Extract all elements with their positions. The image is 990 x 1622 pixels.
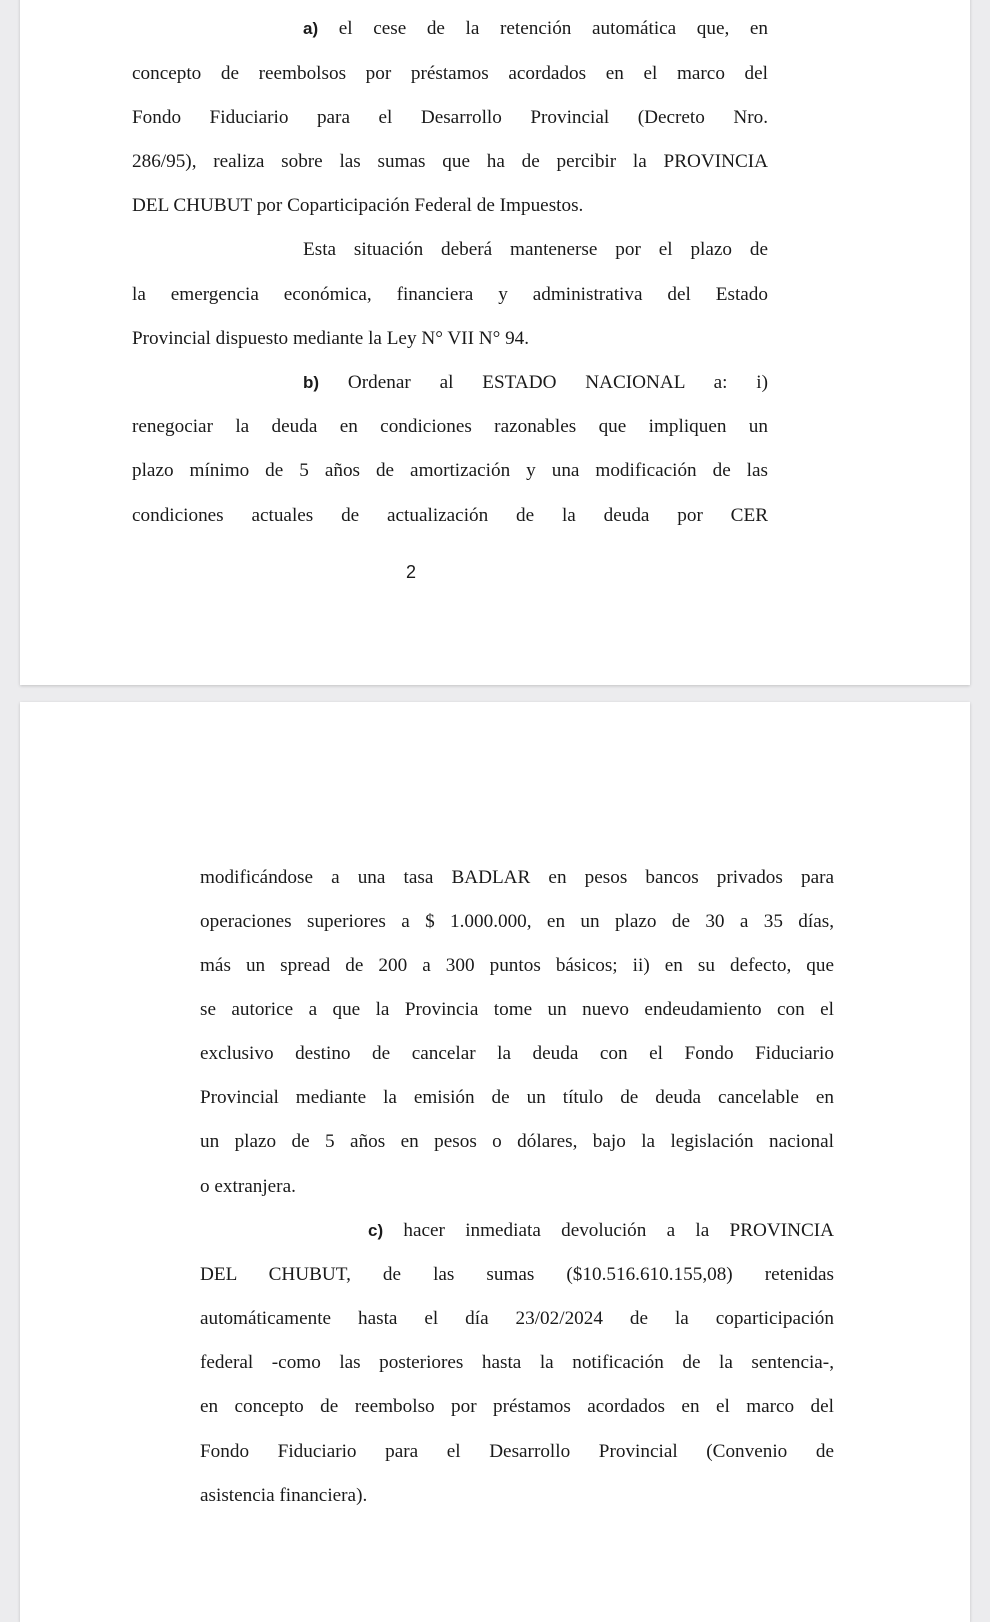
paragraph-a-line-3: Fondo Fiduciario para el Desarrollo Provincial (Decreto Nro. — [132, 107, 768, 128]
text-span: hacer inmediata devolución a la PROVINCIA — [403, 1220, 834, 1241]
paragraph-b-line-4: condiciones actuales de actualización de la deuda por CER — [132, 505, 768, 526]
item-label-a: a) — [303, 19, 319, 38]
paragraph-b-line-2: renegociar la deuda en condiciones razonables que impliquen un — [132, 416, 768, 437]
paragraph-c-line-6: Fondo Fiduciario para el Desarrollo Provincial (Convenio de — [200, 1441, 834, 1462]
paragraph-b-cont-line-7: un plazo de 5 años en pesos o dólares, bajo la legislación nacional — [200, 1131, 834, 1152]
paragraph-b-cont-line-6: Provincial mediante la emisión de un título de deuda cancelable en — [200, 1087, 834, 1108]
paragraph-b-cont-line-1: modificándose a una tasa BADLAR en pesos bancos privados para — [200, 867, 834, 888]
paragraph-c-line-2: DEL CHUBUT, de las sumas ($10.516.610.155,08) retenidas — [200, 1264, 834, 1285]
paragraph-b-cont-line-4: se autorice a que la Provincia tome un nuevo endeudamiento con el — [200, 999, 834, 1020]
item-label-c: c) — [368, 1221, 384, 1240]
paragraph-b-cont-line-2: operaciones superiores a $ 1.000.000, en un plazo de 30 a 35 días, — [200, 911, 834, 932]
paragraph-emergency-line-2: la emergencia económica, financiera y administrativa del Estado — [132, 284, 768, 305]
item-label-b: b) — [303, 373, 320, 392]
paragraph-c-line-4: federal -como las posteriores hasta la notificación de la sentencia-, — [200, 1352, 834, 1373]
paragraph-b-cont-line-5: exclusivo destino de cancelar la deuda con el Fondo Fiduciario — [200, 1043, 834, 1064]
paragraph-b-cont-line-3: más un spread de 200 a 300 puntos básicos; ii) en su defecto, que — [200, 955, 834, 976]
document-page-1 — [20, 0, 970, 685]
paragraph-emergency-line-3: Provincial dispuesto mediante la Ley N° VII N° 94. — [132, 328, 530, 349]
paragraph-c-line-7: asistencia financiera). — [200, 1485, 368, 1506]
paragraph-b-cont-line-8: o extranjera. — [200, 1176, 296, 1197]
paragraph-b-line-3: plazo mínimo de 5 años de amortización y una modificación de las — [132, 460, 768, 481]
paragraph-c-line-1 — [368, 1219, 834, 1243]
paragraph-a-line-5: DEL CHUBUT por Coparticipación Federal de Impuestos. — [132, 195, 584, 216]
document-page-2 — [20, 702, 970, 1622]
paragraph-a-line-2: concepto de reembolsos por préstamos acordados en el marco del — [132, 63, 768, 84]
page-number: 2 — [405, 562, 416, 582]
paragraph-a-line-4: 286/95), realiza sobre las sumas que ha de percibir la PROVINCIA — [132, 151, 768, 172]
paragraph-emergency-line-1: Esta situación deberá mantenerse por el plazo de — [303, 239, 768, 260]
paragraph-c-line-5: en concepto de reembolso por préstamos acordados en el marco del — [200, 1396, 834, 1417]
paragraph-c-line-3: automáticamente hasta el día 23/02/2024 de la coparticipación — [200, 1308, 834, 1329]
text-span: el cese de la retención automática que, en — [338, 18, 769, 39]
paragraph-a-line-1 — [303, 17, 768, 41]
text-span: Ordenar al ESTADO NACIONAL a: i) — [347, 372, 768, 393]
paragraph-b-line-1 — [303, 371, 768, 395]
